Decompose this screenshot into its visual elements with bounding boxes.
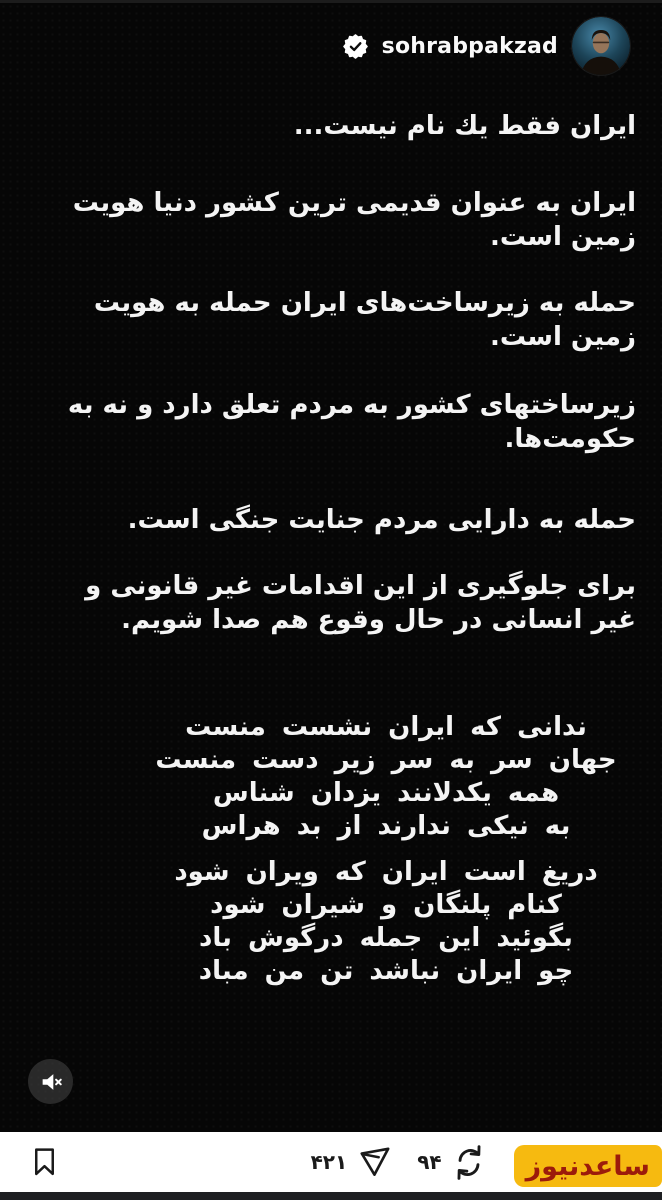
post-line: زمین است.	[489, 322, 636, 352]
poem-line: دریغ است ایران که ویران شود	[174, 857, 598, 887]
poem-line: بگوئید این جمله درگوش باد	[199, 923, 573, 953]
username[interactable]: sohrabpakzad	[381, 33, 558, 59]
share-button[interactable]	[355, 1143, 395, 1181]
poem-line: چو ایران نباشد تن من مباد	[198, 956, 574, 986]
share-count: ۴۲۱	[310, 1150, 348, 1174]
repost-button[interactable]	[450, 1143, 488, 1181]
paper-plane-icon	[355, 1143, 395, 1181]
post-paragraph	[0, 286, 662, 354]
post-paragraph	[0, 186, 662, 254]
post-line: زمین است.	[489, 222, 636, 252]
repost-count: ۹۴	[417, 1150, 442, 1174]
post-line: حمله به دارایی مردم جنایت جنگی است.	[127, 505, 636, 535]
post-line: حکومت‌ها.	[504, 424, 636, 454]
post-line: حمله به زیرساخت‌های ایران حمله به هویت	[93, 288, 636, 318]
verified-badge-icon	[343, 34, 368, 59]
post-line: ایران به عنوان قدیمی ترین کشور دنیا هویت	[72, 188, 636, 218]
post-line: غیر انسانی در حال وقوع هم صدا شویم.	[121, 605, 636, 635]
circular-arrows-icon	[450, 1143, 488, 1181]
poem-line: جهان سر به سر زیر دست منست	[155, 745, 617, 775]
poem-line: همه یکدلانند یزدان شناس	[212, 778, 560, 808]
avatar[interactable]	[572, 17, 630, 75]
poem-line: به نیکی ندارند از بد هراس	[201, 811, 571, 841]
post-paragraph	[0, 503, 662, 537]
post-line: ایران فقط یك نام نیست...	[293, 111, 636, 141]
bookmark-icon	[28, 1144, 61, 1180]
post-paragraph	[0, 569, 662, 637]
muted-speaker-icon	[38, 1069, 64, 1095]
action-bar-right	[305, 1132, 662, 1192]
post-line: زیرساختهای کشور به مردم تعلق دارد و نه به	[67, 390, 636, 420]
saednews-watermark: ساعدنیوز	[514, 1145, 662, 1187]
poem-line: کنام پلنگان و شیران شود	[210, 890, 562, 920]
post-paragraph	[0, 109, 662, 143]
post-header	[0, 17, 662, 75]
save-button[interactable]	[28, 1144, 61, 1180]
post-line: برای جلوگیری از این اقدامات غیر قانونی و	[85, 571, 636, 601]
bottom-strip	[0, 1192, 662, 1200]
poem-line: ندانی که ایران نشست منست	[185, 712, 587, 742]
poem	[0, 711, 662, 988]
mute-button[interactable]	[28, 1059, 73, 1104]
post-text	[0, 77, 662, 988]
post-paragraph	[0, 388, 662, 456]
action-bar	[0, 1132, 662, 1192]
